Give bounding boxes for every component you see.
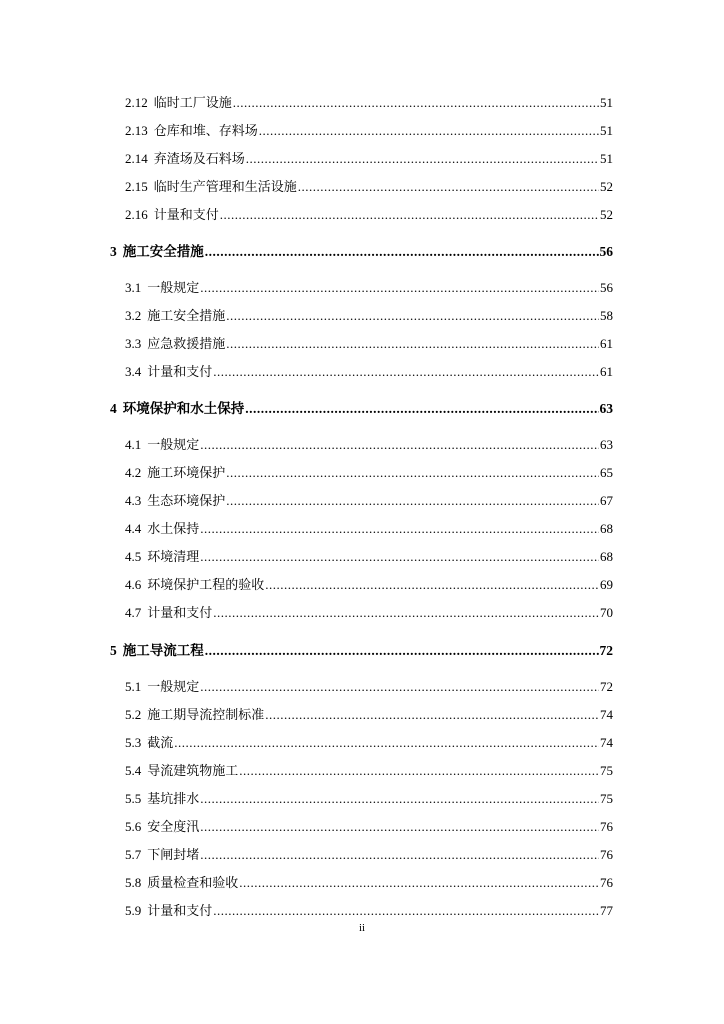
toc-entry-page: 76 [600,819,613,834]
toc-entry-number: 3.4 [125,364,142,379]
toc-dot-leader [205,244,599,260]
toc-section-entry[interactable] [125,875,613,891]
toc-entry-title: 仓库和堆、存料场 [153,123,258,138]
toc-dot-leader [226,465,599,481]
toc-dot-leader [259,123,599,139]
toc-entry-number: 2.15 [125,179,148,194]
toc-entry-title: 施工安全措施 [147,308,226,323]
toc-entry-page: 74 [600,707,613,722]
toc-entry-number: 5.6 [125,819,142,834]
toc-dot-leader [200,819,599,835]
toc-section-entry[interactable] [125,521,613,537]
toc-section-entry[interactable] [125,763,613,779]
toc-entry-title: 一般规定 [147,437,200,452]
toc-entry-title: 导流建筑物施工 [147,763,239,778]
toc-entry-title: 弃渣场及石料场 [153,151,245,166]
toc-entry-page: 63 [599,401,613,416]
toc-entry-title: 临时生产管理和生活设施 [153,179,297,194]
toc-entry-number: 4.4 [125,521,142,536]
toc-entry-page: 63 [600,437,613,452]
toc-dot-leader [220,207,599,223]
toc-entry-number: 4.2 [125,465,142,480]
toc-dot-leader [213,605,599,621]
toc-section-entry[interactable] [125,847,613,863]
toc-dot-leader [200,791,599,807]
toc-entry-title: 计量和支付 [147,364,213,379]
toc-entry-page: 75 [600,763,613,778]
toc-entry-number: 3.1 [125,280,142,295]
toc-dot-leader [200,679,599,695]
toc-entry-number: 5.4 [125,763,142,778]
toc-section-entry[interactable] [125,123,613,139]
toc-dot-leader [213,903,599,919]
toc-section-entry[interactable] [125,903,613,919]
toc-section-entry[interactable] [125,308,613,324]
toc-dot-leader [246,151,599,167]
toc-entry-number: 5.7 [125,847,142,862]
toc-entry-title: 安全度汛 [147,819,200,834]
toc-dot-leader [200,549,599,565]
toc-entry-title: 环境保护工程的验收 [147,577,265,592]
toc-dot-leader [265,577,599,593]
toc-dot-leader [205,643,599,659]
toc-dot-leader [174,735,599,751]
toc-entry-title: 截流 [147,735,174,750]
page-number: ii [358,922,366,934]
toc-entry-title: 质量检查和验收 [147,875,239,890]
toc-entry-title: 计量和支付 [147,605,213,620]
toc-section-entry[interactable] [125,437,613,453]
toc-entry-number: 5.9 [125,903,142,918]
toc-entry-title: 环境清理 [147,549,200,564]
toc-entry-page: 76 [600,847,613,862]
toc-section-entry[interactable] [125,465,613,481]
toc-section-entry[interactable] [125,577,613,593]
toc-entry-title: 临时工厂设施 [153,95,232,110]
toc-section-entry[interactable] [125,735,613,751]
toc-section-entry[interactable] [125,605,613,621]
toc-chapter-entry[interactable] [110,401,613,417]
toc-entry-page: 76 [600,875,613,890]
toc-entry-title: 施工环境保护 [147,465,226,480]
toc-dot-leader [239,875,599,891]
toc-section-entry[interactable] [125,493,613,509]
toc-dot-leader [239,763,599,779]
toc-entry-page: 68 [600,521,613,536]
toc-section-entry[interactable] [125,336,613,352]
toc-entry-page: 61 [600,336,613,351]
toc-section-entry[interactable] [125,707,613,723]
toc-entry-title: 应急救援措施 [147,336,226,351]
toc-dot-leader [226,336,599,352]
toc-entry-page: 72 [599,643,613,658]
toc-entry-number: 4.3 [125,493,142,508]
toc-dot-leader [265,707,599,723]
toc-section-entry[interactable] [125,549,613,565]
toc-dot-leader [226,308,599,324]
toc-entry-page: 75 [600,791,613,806]
toc-dot-leader [200,521,599,537]
toc-entry-page: 70 [600,605,613,620]
toc-dot-leader [200,437,599,453]
toc-entry-number: 4.5 [125,549,142,564]
toc-entry-title: 下闸封堵 [147,847,200,862]
toc-entry-number: 5.1 [125,679,142,694]
toc-entry-title: 施工导流工程 [122,643,204,658]
toc-section-entry[interactable] [125,364,613,380]
toc-entry-page: 58 [600,308,613,323]
toc-entry-title: 环境保护和水土保持 [122,401,245,416]
toc-entry-page: 56 [600,280,613,295]
toc-entry-title: 一般规定 [147,679,200,694]
toc-chapter-entry[interactable] [110,643,613,659]
toc-dot-leader [200,847,599,863]
toc-entry-page: 68 [600,549,613,564]
toc-entry-page: 69 [600,577,613,592]
toc-entry-page: 72 [600,679,613,694]
toc-entry-number: 5.8 [125,875,142,890]
toc-entry-number: 2.13 [125,123,148,138]
toc-section-entry[interactable] [125,179,613,195]
toc-entry-number: 3.3 [125,336,142,351]
toc-dot-leader [200,280,599,296]
toc-entry-page: 56 [599,244,613,259]
toc-entry-page: 61 [600,364,613,379]
toc-entry-number: 5.2 [125,707,142,722]
toc-dot-leader [226,493,599,509]
toc-entry-number: 5.5 [125,791,142,806]
toc-entry-title: 基坑排水 [147,791,200,806]
toc-entry-title: 计量和支付 [147,903,213,918]
toc-entry-page: 67 [600,493,613,508]
toc-dot-leader [298,179,599,195]
toc-section-entry[interactable] [125,151,613,167]
toc-section-entry[interactable] [125,679,613,695]
toc-entry-number: 4.7 [125,605,142,620]
toc-section-entry[interactable] [125,207,613,223]
toc-entry-title: 水土保持 [147,521,200,536]
toc-entry-number: 4.1 [125,437,142,452]
toc-entry-number: 3 [110,244,117,259]
toc-section-entry[interactable] [125,95,613,111]
toc-entry-page: 77 [600,903,613,918]
toc-entry-page: 74 [600,735,613,750]
toc-entry-title: 施工安全措施 [122,244,204,259]
toc-entry-page: 51 [600,123,613,138]
toc-entry-page: 52 [600,207,613,222]
toc-section-entry[interactable] [125,819,613,835]
toc-section-entry[interactable] [125,280,613,296]
toc-entry-page: 65 [600,465,613,480]
toc-dot-leader [213,364,599,380]
toc-entry-number: 2.12 [125,95,148,110]
toc-entry-title: 生态环境保护 [147,493,226,508]
toc-entry-title: 一般规定 [147,280,200,295]
toc-entry-number: 3.2 [125,308,142,323]
toc-entry-title: 计量和支付 [153,207,219,222]
toc-entry-title: 施工期导流控制标准 [147,707,265,722]
toc-section-entry[interactable] [125,791,613,807]
toc-entry-number: 2.16 [125,207,148,222]
toc-entry-page: 51 [600,95,613,110]
toc-entry-page: 51 [600,151,613,166]
toc-entry-number: 4.6 [125,577,142,592]
toc-dot-leader [245,401,598,417]
toc-entry-number: 4 [110,401,117,416]
toc-entry-number: 5 [110,643,117,658]
toc-dot-leader [233,95,599,111]
toc-chapter-entry[interactable] [110,244,613,260]
toc-entry-number: 2.14 [125,151,148,166]
toc-entry-page: 52 [600,179,613,194]
toc-entry-number: 5.3 [125,735,142,750]
